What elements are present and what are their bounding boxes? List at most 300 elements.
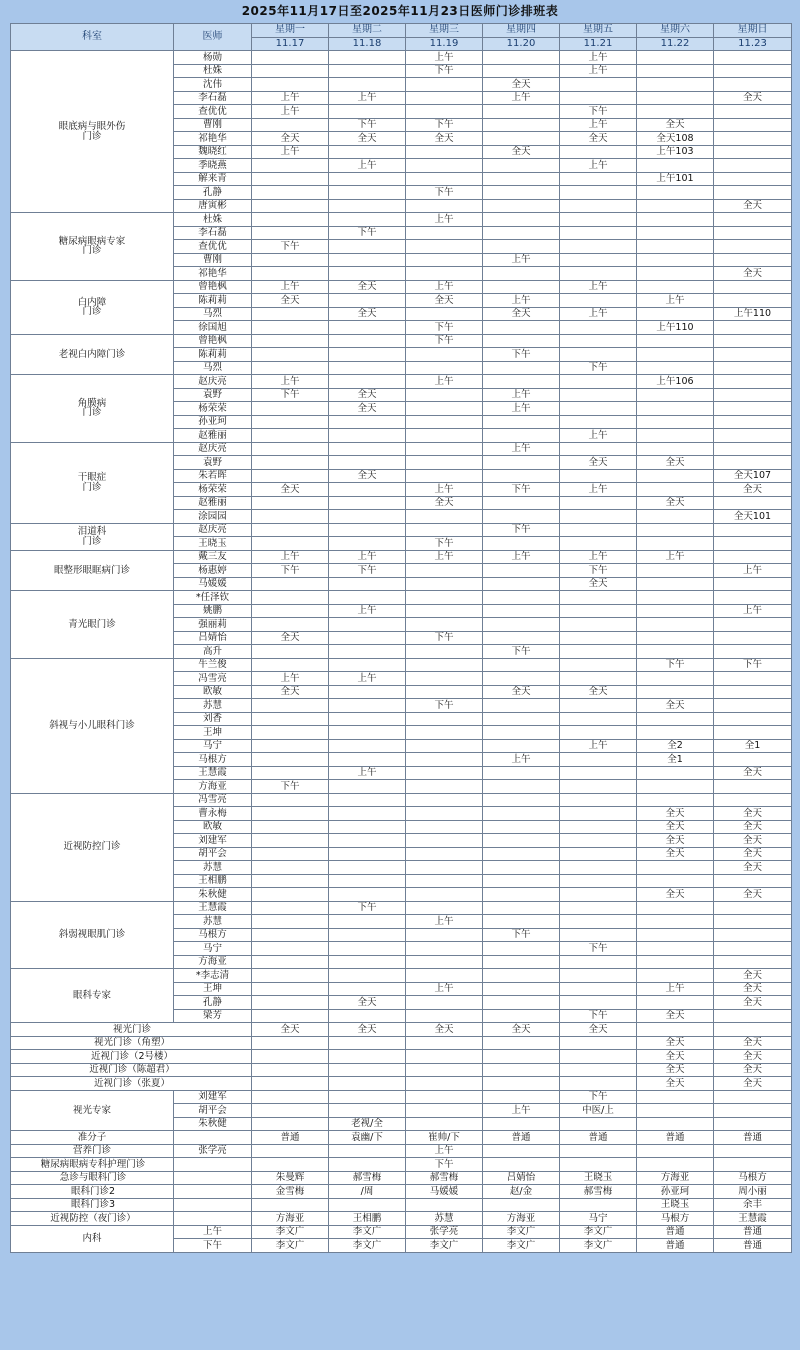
table-row xyxy=(11,1225,792,1239)
header-weekday: 星期六 xyxy=(637,24,714,38)
schedule-cell xyxy=(329,523,406,537)
schedule-cell xyxy=(406,1036,483,1050)
schedule-cell xyxy=(406,969,483,983)
schedule-cell xyxy=(406,402,483,416)
schedule-cell xyxy=(560,901,637,915)
schedule-cell: 全天 xyxy=(560,685,637,699)
schedule-cell xyxy=(714,388,792,402)
schedule-cell xyxy=(714,402,792,416)
schedule-cell xyxy=(252,739,329,753)
header-date: 11.19 xyxy=(406,37,483,51)
schedule-cell xyxy=(406,793,483,807)
schedule-cell xyxy=(637,1090,714,1104)
schedule-cell: 全天 xyxy=(329,469,406,483)
page-title: 2025年11月17日至2025年11月23日医师门诊排班表 xyxy=(241,4,559,18)
schedule-cell xyxy=(714,1144,792,1158)
schedule-cell xyxy=(560,253,637,267)
schedule-cell xyxy=(252,1117,329,1131)
schedule-cell xyxy=(329,874,406,888)
dept-cell: 青光眼门诊 xyxy=(11,591,174,659)
schedule-cell xyxy=(252,807,329,821)
schedule-cell xyxy=(637,591,714,605)
schedule-cell: 全天 xyxy=(714,483,792,497)
doctor-cell: 朱若晖 xyxy=(174,469,252,483)
schedule-cell xyxy=(483,537,560,551)
schedule-cell xyxy=(483,172,560,186)
schedule-cell: 上午 xyxy=(483,1104,560,1118)
doctor-cell: 胡平会 xyxy=(174,847,252,861)
table-row xyxy=(11,1077,792,1091)
schedule-cell: 下午 xyxy=(483,348,560,362)
schedule-cell xyxy=(483,51,560,65)
doctor-cell: 杨荣荣 xyxy=(174,483,252,497)
schedule-cell xyxy=(637,1144,714,1158)
schedule-cell: 全天 xyxy=(406,1023,483,1037)
schedule-cell xyxy=(714,186,792,200)
schedule-cell xyxy=(329,442,406,456)
schedule-cell xyxy=(560,537,637,551)
schedule-cell xyxy=(560,213,637,227)
doctor-cell: 孔静 xyxy=(174,996,252,1010)
doctor-cell: 牛兰俊 xyxy=(174,658,252,672)
schedule-cell: 孙亚珂 xyxy=(637,1185,714,1199)
schedule-cell: 全天 xyxy=(637,456,714,470)
schedule-cell xyxy=(637,1104,714,1118)
schedule-cell xyxy=(252,982,329,996)
schedule-cell xyxy=(483,469,560,483)
schedule-cell xyxy=(560,658,637,672)
dept-cell: 老视白内障门诊 xyxy=(11,334,174,375)
schedule-cell: 李文广 xyxy=(329,1239,406,1253)
doctor-cell: *任泽钦 xyxy=(174,591,252,605)
schedule-cell xyxy=(406,591,483,605)
dept-cell: 眼底病与眼外伤 门诊 xyxy=(11,51,174,213)
schedule-cell: 下午 xyxy=(252,388,329,402)
schedule-cell xyxy=(406,199,483,213)
schedule-cell xyxy=(329,928,406,942)
schedule-cell xyxy=(714,874,792,888)
schedule-cell: 下午 xyxy=(252,564,329,578)
dept-cell: 斜视与小儿眼科门诊 xyxy=(11,658,174,793)
schedule-cell xyxy=(329,1158,406,1172)
schedule-cell xyxy=(483,267,560,281)
schedule-cell xyxy=(252,901,329,915)
schedule-cell xyxy=(714,618,792,632)
doctor-cell: 赵庆亮 xyxy=(174,442,252,456)
schedule-cell xyxy=(329,483,406,497)
doctor-cell: 马宁 xyxy=(174,942,252,956)
schedule-cell xyxy=(714,753,792,767)
schedule-cell: 马媛媛 xyxy=(406,1185,483,1199)
schedule-cell xyxy=(637,415,714,429)
schedule-cell xyxy=(637,901,714,915)
schedule-cell: 下午 xyxy=(560,1009,637,1023)
schedule-cell: 全天 xyxy=(329,280,406,294)
schedule-cell xyxy=(329,1198,406,1212)
schedule-cell xyxy=(637,199,714,213)
schedule-cell xyxy=(329,726,406,740)
schedule-cell: 上午 xyxy=(483,753,560,767)
dept-cell: 视光专家 xyxy=(11,1090,174,1131)
schedule-cell: 李文广 xyxy=(252,1239,329,1253)
schedule-cell: 下午 xyxy=(483,483,560,497)
schedule-cell: 上午 xyxy=(560,307,637,321)
doctor-cell: 赵庆亮 xyxy=(174,523,252,537)
schedule-cell xyxy=(329,456,406,470)
schedule-cell xyxy=(406,645,483,659)
schedule-cell: 李文广 xyxy=(483,1239,560,1253)
schedule-cell xyxy=(483,820,560,834)
schedule-cell xyxy=(252,186,329,200)
schedule-cell xyxy=(714,1090,792,1104)
schedule-cell xyxy=(560,861,637,875)
schedule-cell xyxy=(329,186,406,200)
schedule-cell: 普通 xyxy=(637,1239,714,1253)
table-row xyxy=(11,1144,792,1158)
schedule-cell: 全天 xyxy=(560,132,637,146)
schedule-cell: 下午 xyxy=(560,564,637,578)
table-row xyxy=(11,793,792,807)
doctor-cell: 李石磊 xyxy=(174,91,252,105)
header-date: 11.23 xyxy=(714,37,792,51)
schedule-cell xyxy=(714,550,792,564)
schedule-cell xyxy=(483,105,560,119)
dept-cell: 近视防控门诊 xyxy=(11,793,174,901)
schedule-cell xyxy=(406,388,483,402)
schedule-cell: 上午 xyxy=(560,739,637,753)
schedule-cell: 方海亚 xyxy=(252,1212,329,1226)
schedule-cell: 方海亚 xyxy=(483,1212,560,1226)
doctor-cell: 赵雅丽 xyxy=(174,429,252,443)
schedule-cell xyxy=(329,1077,406,1091)
schedule-cell xyxy=(329,577,406,591)
doctor-cell: 魏晓红 xyxy=(174,145,252,159)
schedule-cell: 上午 xyxy=(252,280,329,294)
schedule-cell: 全天 xyxy=(483,307,560,321)
schedule-cell: 王晓玉 xyxy=(637,1198,714,1212)
service-label: 近视门诊（陈超君） xyxy=(11,1063,252,1077)
schedule-cell xyxy=(560,928,637,942)
schedule-cell: 全天 xyxy=(714,847,792,861)
schedule-cell xyxy=(714,901,792,915)
schedule-cell: 上午 xyxy=(252,105,329,119)
schedule-cell xyxy=(560,186,637,200)
doctor-cell: 唐寅彬 xyxy=(174,199,252,213)
schedule-cell xyxy=(406,1198,483,1212)
doctor-cell: 曾艳枫 xyxy=(174,334,252,348)
schedule-cell xyxy=(560,712,637,726)
schedule-cell: 下午 xyxy=(329,901,406,915)
schedule-cell: 苏慧 xyxy=(406,1212,483,1226)
schedule-cell: 全2 xyxy=(637,739,714,753)
schedule-cell xyxy=(252,969,329,983)
schedule-cell xyxy=(560,1158,637,1172)
schedule-cell xyxy=(252,955,329,969)
schedule-cell xyxy=(560,510,637,524)
schedule-cell xyxy=(329,199,406,213)
schedule-cell xyxy=(252,267,329,281)
schedule-cell: 上午 xyxy=(637,982,714,996)
doctor-cell: 朱秋健 xyxy=(174,888,252,902)
schedule-cell xyxy=(406,834,483,848)
schedule-cell xyxy=(329,537,406,551)
doctor-cell: 祁艳华 xyxy=(174,132,252,146)
schedule-cell xyxy=(252,888,329,902)
schedule-cell xyxy=(329,415,406,429)
schedule-cell xyxy=(560,780,637,794)
schedule-cell xyxy=(252,847,329,861)
schedule-cell xyxy=(483,1036,560,1050)
schedule-cell xyxy=(252,199,329,213)
schedule-cell xyxy=(560,1144,637,1158)
doctor-cell: 涂园园 xyxy=(174,510,252,524)
schedule-cell xyxy=(329,915,406,929)
schedule-cell xyxy=(406,888,483,902)
schedule-cell: 下午 xyxy=(406,631,483,645)
header-weekday: 星期五 xyxy=(560,24,637,38)
schedule-cell xyxy=(329,334,406,348)
schedule-cell xyxy=(483,901,560,915)
schedule-cell xyxy=(252,618,329,632)
dept-cell: 斜弱视眼肌门诊 xyxy=(11,901,174,969)
doctor-cell: 曹刚 xyxy=(174,118,252,132)
schedule-cell xyxy=(483,996,560,1010)
schedule-cell: 上午101 xyxy=(637,172,714,186)
schedule-cell xyxy=(637,564,714,578)
schedule-cell xyxy=(560,348,637,362)
schedule-cell xyxy=(483,1090,560,1104)
dept-cell: 干眼症 门诊 xyxy=(11,442,174,523)
schedule-cell xyxy=(252,942,329,956)
schedule-cell: 全天 xyxy=(252,132,329,146)
schedule-cell: 上午 xyxy=(483,442,560,456)
schedule-cell: 下午 xyxy=(406,118,483,132)
schedule-cell xyxy=(637,388,714,402)
schedule-cell xyxy=(714,793,792,807)
schedule-table xyxy=(10,23,792,1253)
schedule-cell: 上午 xyxy=(252,550,329,564)
doctor-cell: *李志清 xyxy=(174,969,252,983)
schedule-cell xyxy=(406,172,483,186)
schedule-cell xyxy=(714,145,792,159)
schedule-cell xyxy=(252,456,329,470)
table-row xyxy=(11,591,792,605)
schedule-cell xyxy=(560,618,637,632)
schedule-cell xyxy=(329,348,406,362)
schedule-cell: 上午 xyxy=(483,253,560,267)
schedule-cell xyxy=(329,429,406,443)
schedule-cell xyxy=(252,915,329,929)
schedule-cell xyxy=(483,807,560,821)
schedule-cell xyxy=(637,64,714,78)
dept-cell: 泪道科 门诊 xyxy=(11,523,174,550)
schedule-cell xyxy=(483,1117,560,1131)
schedule-cell: 全天 xyxy=(714,766,792,780)
schedule-cell: 全天 xyxy=(637,1036,714,1050)
doctor-cell: 杜姝 xyxy=(174,213,252,227)
doctor-cell xyxy=(174,1158,252,1172)
schedule-cell xyxy=(406,1050,483,1064)
schedule-cell: 李文广 xyxy=(252,1225,329,1239)
schedule-cell xyxy=(252,1050,329,1064)
schedule-cell xyxy=(406,1090,483,1104)
doctor-cell xyxy=(174,1212,252,1226)
schedule-cell xyxy=(714,1117,792,1131)
schedule-cell xyxy=(714,699,792,713)
schedule-cell xyxy=(329,1090,406,1104)
schedule-cell xyxy=(560,726,637,740)
schedule-cell xyxy=(329,712,406,726)
schedule-cell xyxy=(329,942,406,956)
schedule-cell: 李文广 xyxy=(406,1239,483,1253)
table-row xyxy=(11,523,792,537)
schedule-cell: 上午 xyxy=(329,550,406,564)
schedule-cell xyxy=(252,253,329,267)
schedule-cell xyxy=(637,267,714,281)
schedule-cell xyxy=(560,874,637,888)
schedule-cell xyxy=(406,78,483,92)
schedule-cell: 上午 xyxy=(329,91,406,105)
schedule-cell xyxy=(406,928,483,942)
schedule-cell: 全天 xyxy=(329,996,406,1010)
schedule-cell xyxy=(714,321,792,335)
schedule-cell: 全天 xyxy=(252,483,329,497)
schedule-cell xyxy=(406,1117,483,1131)
doctor-cell: 马烈 xyxy=(174,307,252,321)
schedule-cell: 全天 xyxy=(560,1023,637,1037)
schedule-cell xyxy=(560,699,637,713)
schedule-cell xyxy=(329,1009,406,1023)
schedule-cell: 上午 xyxy=(483,294,560,308)
table-row xyxy=(11,375,792,389)
schedule-cell xyxy=(329,496,406,510)
schedule-cell xyxy=(560,1198,637,1212)
doctor-cell: 解来青 xyxy=(174,172,252,186)
service-label: 视光门诊 xyxy=(11,1023,252,1037)
schedule-cell: 全天 xyxy=(483,685,560,699)
table-row xyxy=(11,1063,792,1077)
schedule-cell: 全天 xyxy=(483,1023,560,1037)
schedule-cell xyxy=(714,132,792,146)
schedule-cell xyxy=(252,658,329,672)
doctor-cell: 季晓燕 xyxy=(174,159,252,173)
schedule-cell xyxy=(714,577,792,591)
schedule-cell xyxy=(637,537,714,551)
doctor-cell: 戴三友 xyxy=(174,550,252,564)
header-date: 11.18 xyxy=(329,37,406,51)
schedule-cell: 全天 xyxy=(714,1077,792,1091)
schedule-cell: 下午 xyxy=(483,645,560,659)
schedule-cell xyxy=(637,793,714,807)
schedule-cell xyxy=(329,631,406,645)
schedule-cell xyxy=(329,685,406,699)
schedule-cell: 下午 xyxy=(637,658,714,672)
schedule-cell: 上午 xyxy=(406,375,483,389)
schedule-cell xyxy=(560,267,637,281)
doctor-cell: 冯雪亮 xyxy=(174,793,252,807)
schedule-cell: 全天101 xyxy=(714,510,792,524)
table-row xyxy=(11,1212,792,1226)
schedule-cell xyxy=(252,996,329,1010)
schedule-cell xyxy=(483,672,560,686)
schedule-cell xyxy=(483,793,560,807)
schedule-cell xyxy=(406,91,483,105)
schedule-cell xyxy=(329,618,406,632)
schedule-cell xyxy=(483,429,560,443)
schedule-cell xyxy=(637,996,714,1010)
schedule-cell xyxy=(483,213,560,227)
schedule-cell xyxy=(560,847,637,861)
schedule-cell xyxy=(252,51,329,65)
schedule-cell xyxy=(406,159,483,173)
schedule-cell: 上午 xyxy=(252,145,329,159)
schedule-cell: 全天 xyxy=(252,631,329,645)
schedule-cell xyxy=(714,672,792,686)
schedule-cell: 朱曼辉 xyxy=(252,1171,329,1185)
schedule-cell xyxy=(714,361,792,375)
header-weekday: 星期四 xyxy=(483,24,560,38)
schedule-cell xyxy=(714,442,792,456)
schedule-cell: 吕婧怡 xyxy=(483,1171,560,1185)
schedule-cell: 上午 xyxy=(637,294,714,308)
schedule-cell xyxy=(329,253,406,267)
schedule-cell xyxy=(637,348,714,362)
doctor-cell: 祁艳华 xyxy=(174,267,252,281)
doctor-cell: 朱秋健 xyxy=(174,1117,252,1131)
schedule-cell: 全天108 xyxy=(637,132,714,146)
schedule-cell: 中医/上 xyxy=(560,1104,637,1118)
schedule-cell xyxy=(406,348,483,362)
schedule-cell xyxy=(560,469,637,483)
schedule-cell xyxy=(252,415,329,429)
schedule-cell xyxy=(714,780,792,794)
schedule-cell: 全天 xyxy=(714,1050,792,1064)
schedule-cell xyxy=(252,307,329,321)
schedule-cell xyxy=(483,861,560,875)
schedule-cell xyxy=(406,253,483,267)
schedule-cell: 上午 xyxy=(714,604,792,618)
table-row xyxy=(11,1185,792,1199)
schedule-cell xyxy=(560,834,637,848)
schedule-cell: 下午 xyxy=(560,1090,637,1104)
schedule-cell xyxy=(714,523,792,537)
schedule-cell xyxy=(252,334,329,348)
schedule-cell xyxy=(406,105,483,119)
service-label: 眼科门诊2 xyxy=(11,1185,174,1199)
table-row xyxy=(11,1131,792,1145)
schedule-cell: 老视/全 xyxy=(329,1117,406,1131)
doctor-cell: 袁野 xyxy=(174,456,252,470)
schedule-cell xyxy=(329,294,406,308)
doctor-cell: 杜姝 xyxy=(174,64,252,78)
schedule-cell xyxy=(252,537,329,551)
schedule-cell xyxy=(637,969,714,983)
schedule-cell xyxy=(329,64,406,78)
schedule-cell xyxy=(252,874,329,888)
schedule-cell xyxy=(560,415,637,429)
schedule-cell: 全天 xyxy=(252,294,329,308)
schedule-cell xyxy=(252,1077,329,1091)
schedule-cell xyxy=(483,1050,560,1064)
schedule-cell xyxy=(483,699,560,713)
table-row xyxy=(11,1198,792,1212)
schedule-cell: 下午 xyxy=(329,226,406,240)
schedule-cell xyxy=(252,496,329,510)
schedule-cell xyxy=(637,402,714,416)
schedule-cell xyxy=(714,1158,792,1172)
schedule-cell: 马宁 xyxy=(560,1212,637,1226)
schedule-cell xyxy=(483,726,560,740)
